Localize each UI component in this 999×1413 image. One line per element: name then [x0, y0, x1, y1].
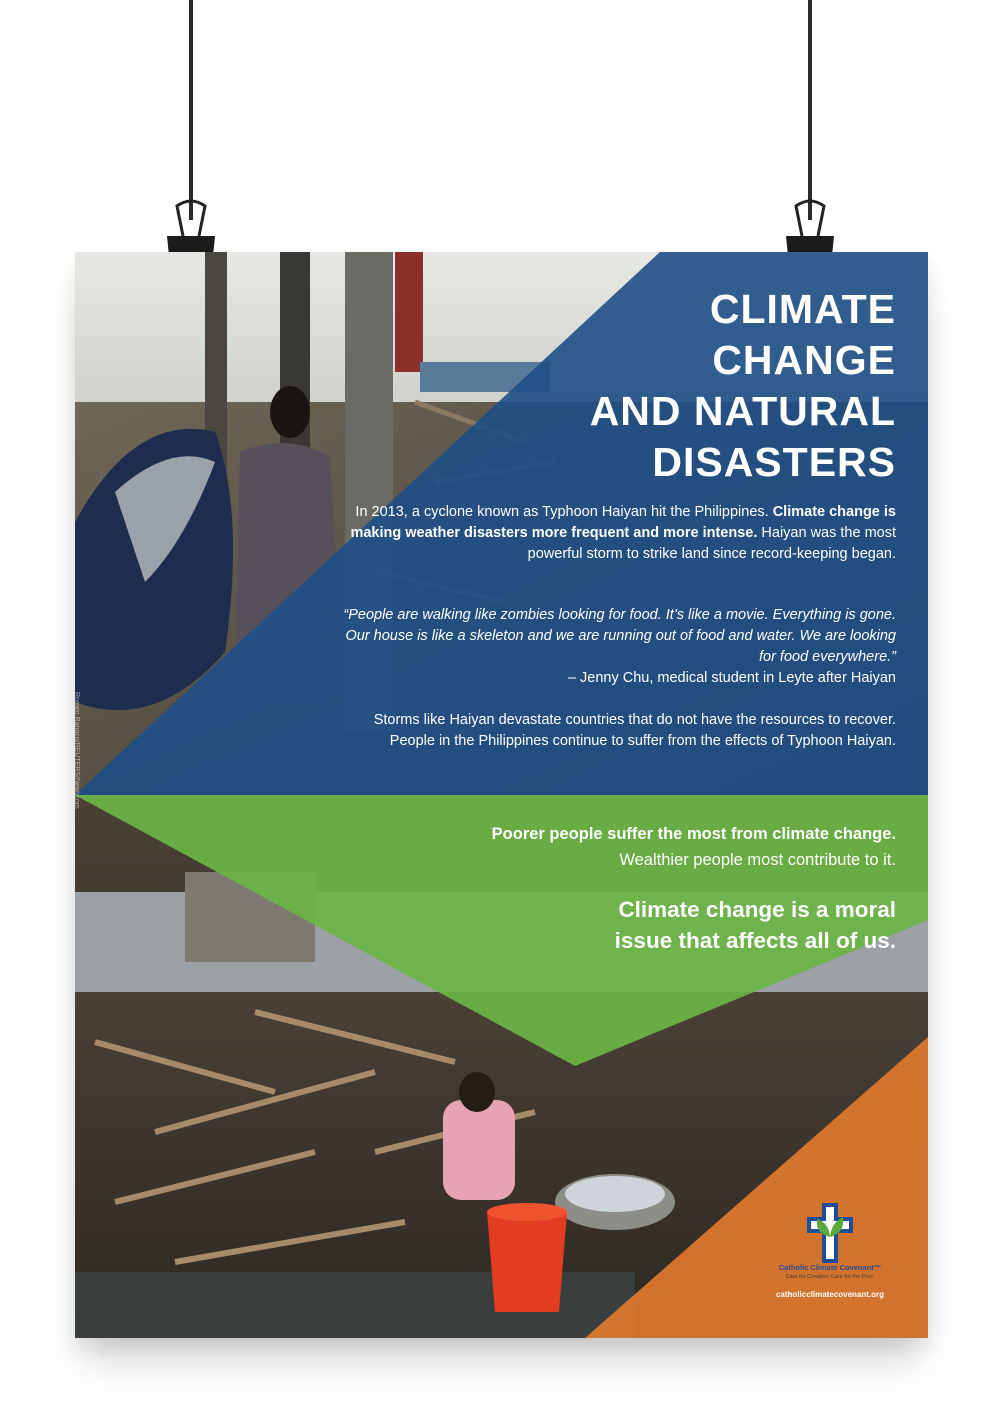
moral-line: Climate change is a moral	[618, 897, 896, 922]
photo-credit: Romeo Ranoco/REUTERS/Newscom	[73, 692, 80, 809]
intro-paragraph	[336, 502, 896, 565]
hanging-wire-left	[189, 0, 193, 220]
quote-paragraph	[336, 605, 896, 689]
laundry	[565, 1176, 665, 1212]
storms-paragraph: Storms like Haiyan devastate countries that do not have the resources to recover. People in the Philippines continue to suffer from the effects of Typhoon Haiyan.	[373, 712, 896, 749]
intro-lead: In 2013, a cyclone known as Typhoon Haiyan hit the Philippines.	[355, 504, 769, 520]
intro-bold: Climate change is making weather disasters more frequent and more intense.	[350, 504, 896, 541]
poster-title	[376, 284, 896, 488]
poster	[75, 252, 928, 1338]
bucket-rim	[487, 1203, 567, 1221]
catholic-climate-covenant-logo	[765, 1197, 895, 1315]
logo-name: Catholic Climate Covenant™	[778, 1263, 882, 1272]
girl-head	[270, 386, 310, 438]
poorer-people-line: Poorer people suffer the most from climate change.	[491, 825, 896, 843]
title-line: CLIMATE	[709, 286, 896, 332]
child-shirt	[443, 1100, 515, 1200]
website-url[interactable]: catholicclimatecovenant.org	[775, 1290, 885, 1299]
hanging-wire-right	[808, 0, 812, 220]
moral-line: issue that affects all of us.	[614, 928, 896, 953]
quote-text: “People are walking like zombies looking for food. It’s like a movie. Everything is gone. Our house is like a skeleton and we are running out of food and water. We are looking for food everywhere.”	[343, 607, 896, 665]
quote-attribution: – Jenny Chu, medical student in Leyte after Haiyan	[567, 670, 896, 686]
title-line: CHANGE	[712, 337, 896, 383]
wealthier-people-line: Wealthier people most contribute to it.	[619, 851, 896, 869]
cross-leaf-icon	[807, 1203, 853, 1263]
title-line: DISASTERS	[652, 439, 896, 485]
child-head	[459, 1072, 495, 1112]
title-line: AND NATURAL	[589, 388, 896, 434]
moral-heading	[336, 894, 896, 956]
red-bucket	[487, 1212, 567, 1312]
logo-tagline: Care for Creation, Care for the Poor.	[785, 1274, 875, 1280]
intro-tail: Haiyan was the most powerful storm to strike land since record-keeping began.	[527, 525, 896, 562]
